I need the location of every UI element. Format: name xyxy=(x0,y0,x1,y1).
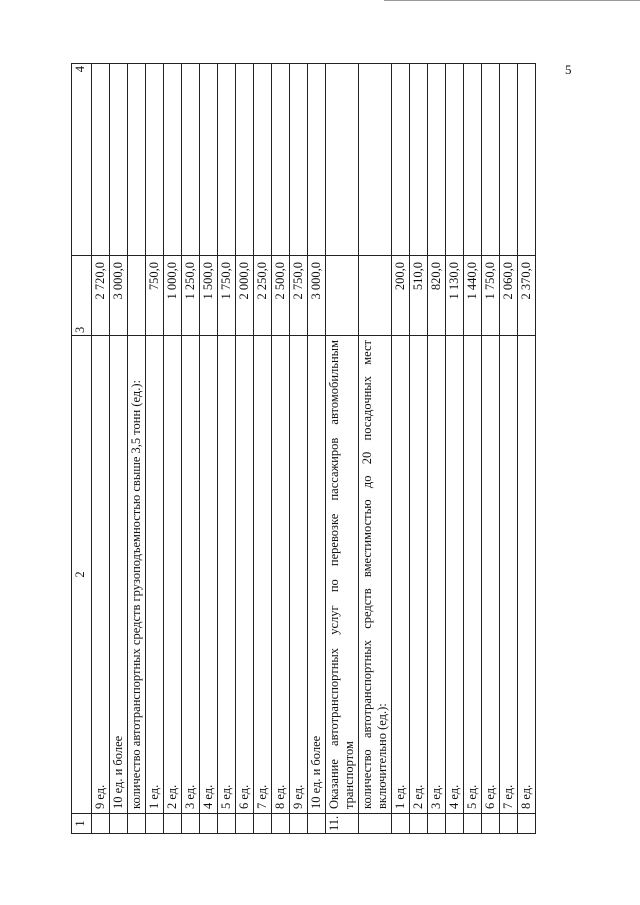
table-row xyxy=(146,64,164,834)
row-value-col3: 1 250,0 xyxy=(182,256,200,336)
table-row xyxy=(326,64,359,834)
row-value-col4 xyxy=(218,64,236,256)
row-label: 2 ед. xyxy=(410,336,428,814)
row-value-col3: 2 060,0 xyxy=(500,256,518,336)
row-value-col3: 2 500,0 xyxy=(272,256,290,336)
row-label: 4 ед. xyxy=(200,336,218,814)
table-row xyxy=(164,64,182,834)
row-number xyxy=(392,814,410,834)
row-value-col4 xyxy=(92,64,110,256)
tariff-table xyxy=(71,63,536,834)
row-label: 7 ед. xyxy=(254,336,272,814)
row-value-col3: 2 370,0 xyxy=(518,256,536,336)
table-row xyxy=(236,64,254,834)
row-value-col4 xyxy=(236,64,254,256)
table-body xyxy=(72,64,536,834)
row-value-col3: 820,0 xyxy=(428,256,446,336)
row-number xyxy=(290,814,308,834)
row-number xyxy=(446,814,464,834)
row-value-col3: 1 440,0 xyxy=(464,256,482,336)
row-value-col3: 750,0 xyxy=(146,256,164,336)
row-value-col3: 1 750,0 xyxy=(482,256,500,336)
row-label: 4 ед. xyxy=(446,336,464,814)
row-number xyxy=(236,814,254,834)
row-value-col4 xyxy=(428,64,446,256)
row-value-col4 xyxy=(410,64,428,256)
table-row xyxy=(200,64,218,834)
row-label: 3 ед. xyxy=(182,336,200,814)
scan-edge-line xyxy=(384,0,640,1)
row-label: 7 ед. xyxy=(500,336,518,814)
row-value-col3: 1 500,0 xyxy=(200,256,218,336)
row-value-col4 xyxy=(518,64,536,256)
row-value-col4 xyxy=(290,64,308,256)
row-number xyxy=(410,814,428,834)
row-number xyxy=(200,814,218,834)
row-number xyxy=(482,814,500,834)
table-row xyxy=(392,64,410,834)
row-number xyxy=(128,814,146,834)
row-number xyxy=(254,814,272,834)
row-value-col3: 1 130,0 xyxy=(446,256,464,336)
row-value-col4 xyxy=(146,64,164,256)
row-value-col3: 2 000,0 xyxy=(236,256,254,336)
row-label: 5 ед. xyxy=(464,336,482,814)
row-value-col3: 1 000,0 xyxy=(164,256,182,336)
row-label: 5 ед. xyxy=(218,336,236,814)
row-number xyxy=(146,814,164,834)
table-row xyxy=(446,64,464,834)
row-label: Оказание автотранспортных услуг по перевозке пассажиров автомобильным транспортом xyxy=(326,336,359,814)
row-number: 11. xyxy=(326,814,359,834)
row-value-col3: 510,0 xyxy=(410,256,428,336)
table-row xyxy=(500,64,518,834)
row-value-col4 xyxy=(200,64,218,256)
header-col-1: 1 xyxy=(72,814,92,834)
header-row xyxy=(72,64,92,834)
row-number xyxy=(428,814,446,834)
table-row xyxy=(254,64,272,834)
table-row xyxy=(308,64,326,834)
row-label: 6 ед. xyxy=(236,336,254,814)
row-label: 10 ед. и более xyxy=(308,336,326,814)
row-label: 9 ед. xyxy=(290,336,308,814)
row-number xyxy=(92,814,110,834)
table-row xyxy=(482,64,500,834)
row-label: 1 ед. xyxy=(392,336,410,814)
row-value-col4 xyxy=(482,64,500,256)
table-row xyxy=(359,64,392,834)
row-value-col4 xyxy=(326,64,359,256)
rotated-table-container xyxy=(71,64,558,834)
row-value-col4 xyxy=(110,64,128,256)
row-number xyxy=(464,814,482,834)
row-label: 3 ед. xyxy=(428,336,446,814)
row-value-col3 xyxy=(359,256,392,336)
row-number xyxy=(110,814,128,834)
row-value-col4 xyxy=(392,64,410,256)
row-value-col3: 2 720,0 xyxy=(92,256,110,336)
header-col-4: 4 xyxy=(72,64,92,256)
table-row xyxy=(182,64,200,834)
row-value-col3: 2 750,0 xyxy=(290,256,308,336)
row-value-col4 xyxy=(359,64,392,256)
row-value-col4 xyxy=(464,64,482,256)
row-number xyxy=(164,814,182,834)
row-label: 9 ед. xyxy=(92,336,110,814)
row-number xyxy=(218,814,236,834)
table-row xyxy=(428,64,446,834)
row-label: 2 ед. xyxy=(164,336,182,814)
table-row xyxy=(290,64,308,834)
row-label: количество автотранспортных средств вместимостью до 20 посадочных мест включительно (ед.): xyxy=(359,336,392,814)
row-value-col4 xyxy=(164,64,182,256)
row-label: количество автотранспортных средств грузоподъемностью свыше 3,5 тонн (ед.): xyxy=(128,336,146,814)
row-value-col4 xyxy=(272,64,290,256)
table-row xyxy=(92,64,110,834)
row-label: 6 ед. xyxy=(482,336,500,814)
row-value-col4 xyxy=(128,64,146,256)
table-row xyxy=(272,64,290,834)
table-row xyxy=(410,64,428,834)
row-number xyxy=(518,814,536,834)
row-value-col3 xyxy=(326,256,359,336)
row-value-col3: 200,0 xyxy=(392,256,410,336)
table-row xyxy=(464,64,482,834)
header-col-3: 3 xyxy=(72,256,92,336)
row-number xyxy=(182,814,200,834)
page-number: 5 xyxy=(565,62,572,77)
row-value-col3: 3 000,0 xyxy=(308,256,326,336)
table-row xyxy=(128,64,146,834)
table-row xyxy=(518,64,536,834)
table-row xyxy=(218,64,236,834)
row-number xyxy=(308,814,326,834)
row-value-col3 xyxy=(128,256,146,336)
table-row xyxy=(110,64,128,834)
row-number xyxy=(272,814,290,834)
row-number xyxy=(500,814,518,834)
row-value-col4 xyxy=(254,64,272,256)
row-value-col4 xyxy=(500,64,518,256)
row-value-col4 xyxy=(446,64,464,256)
row-value-col3: 3 000,0 xyxy=(110,256,128,336)
row-label: 8 ед. xyxy=(272,336,290,814)
row-value-col3: 2 250,0 xyxy=(254,256,272,336)
row-label: 10 ед. и более xyxy=(110,336,128,814)
row-value-col4 xyxy=(308,64,326,256)
row-value-col3: 1 750,0 xyxy=(218,256,236,336)
row-value-col4 xyxy=(182,64,200,256)
row-label: 8 ед. xyxy=(518,336,536,814)
row-number xyxy=(359,814,392,834)
row-label: 1 ед. xyxy=(146,336,164,814)
header-col-2: 2 xyxy=(72,336,92,814)
